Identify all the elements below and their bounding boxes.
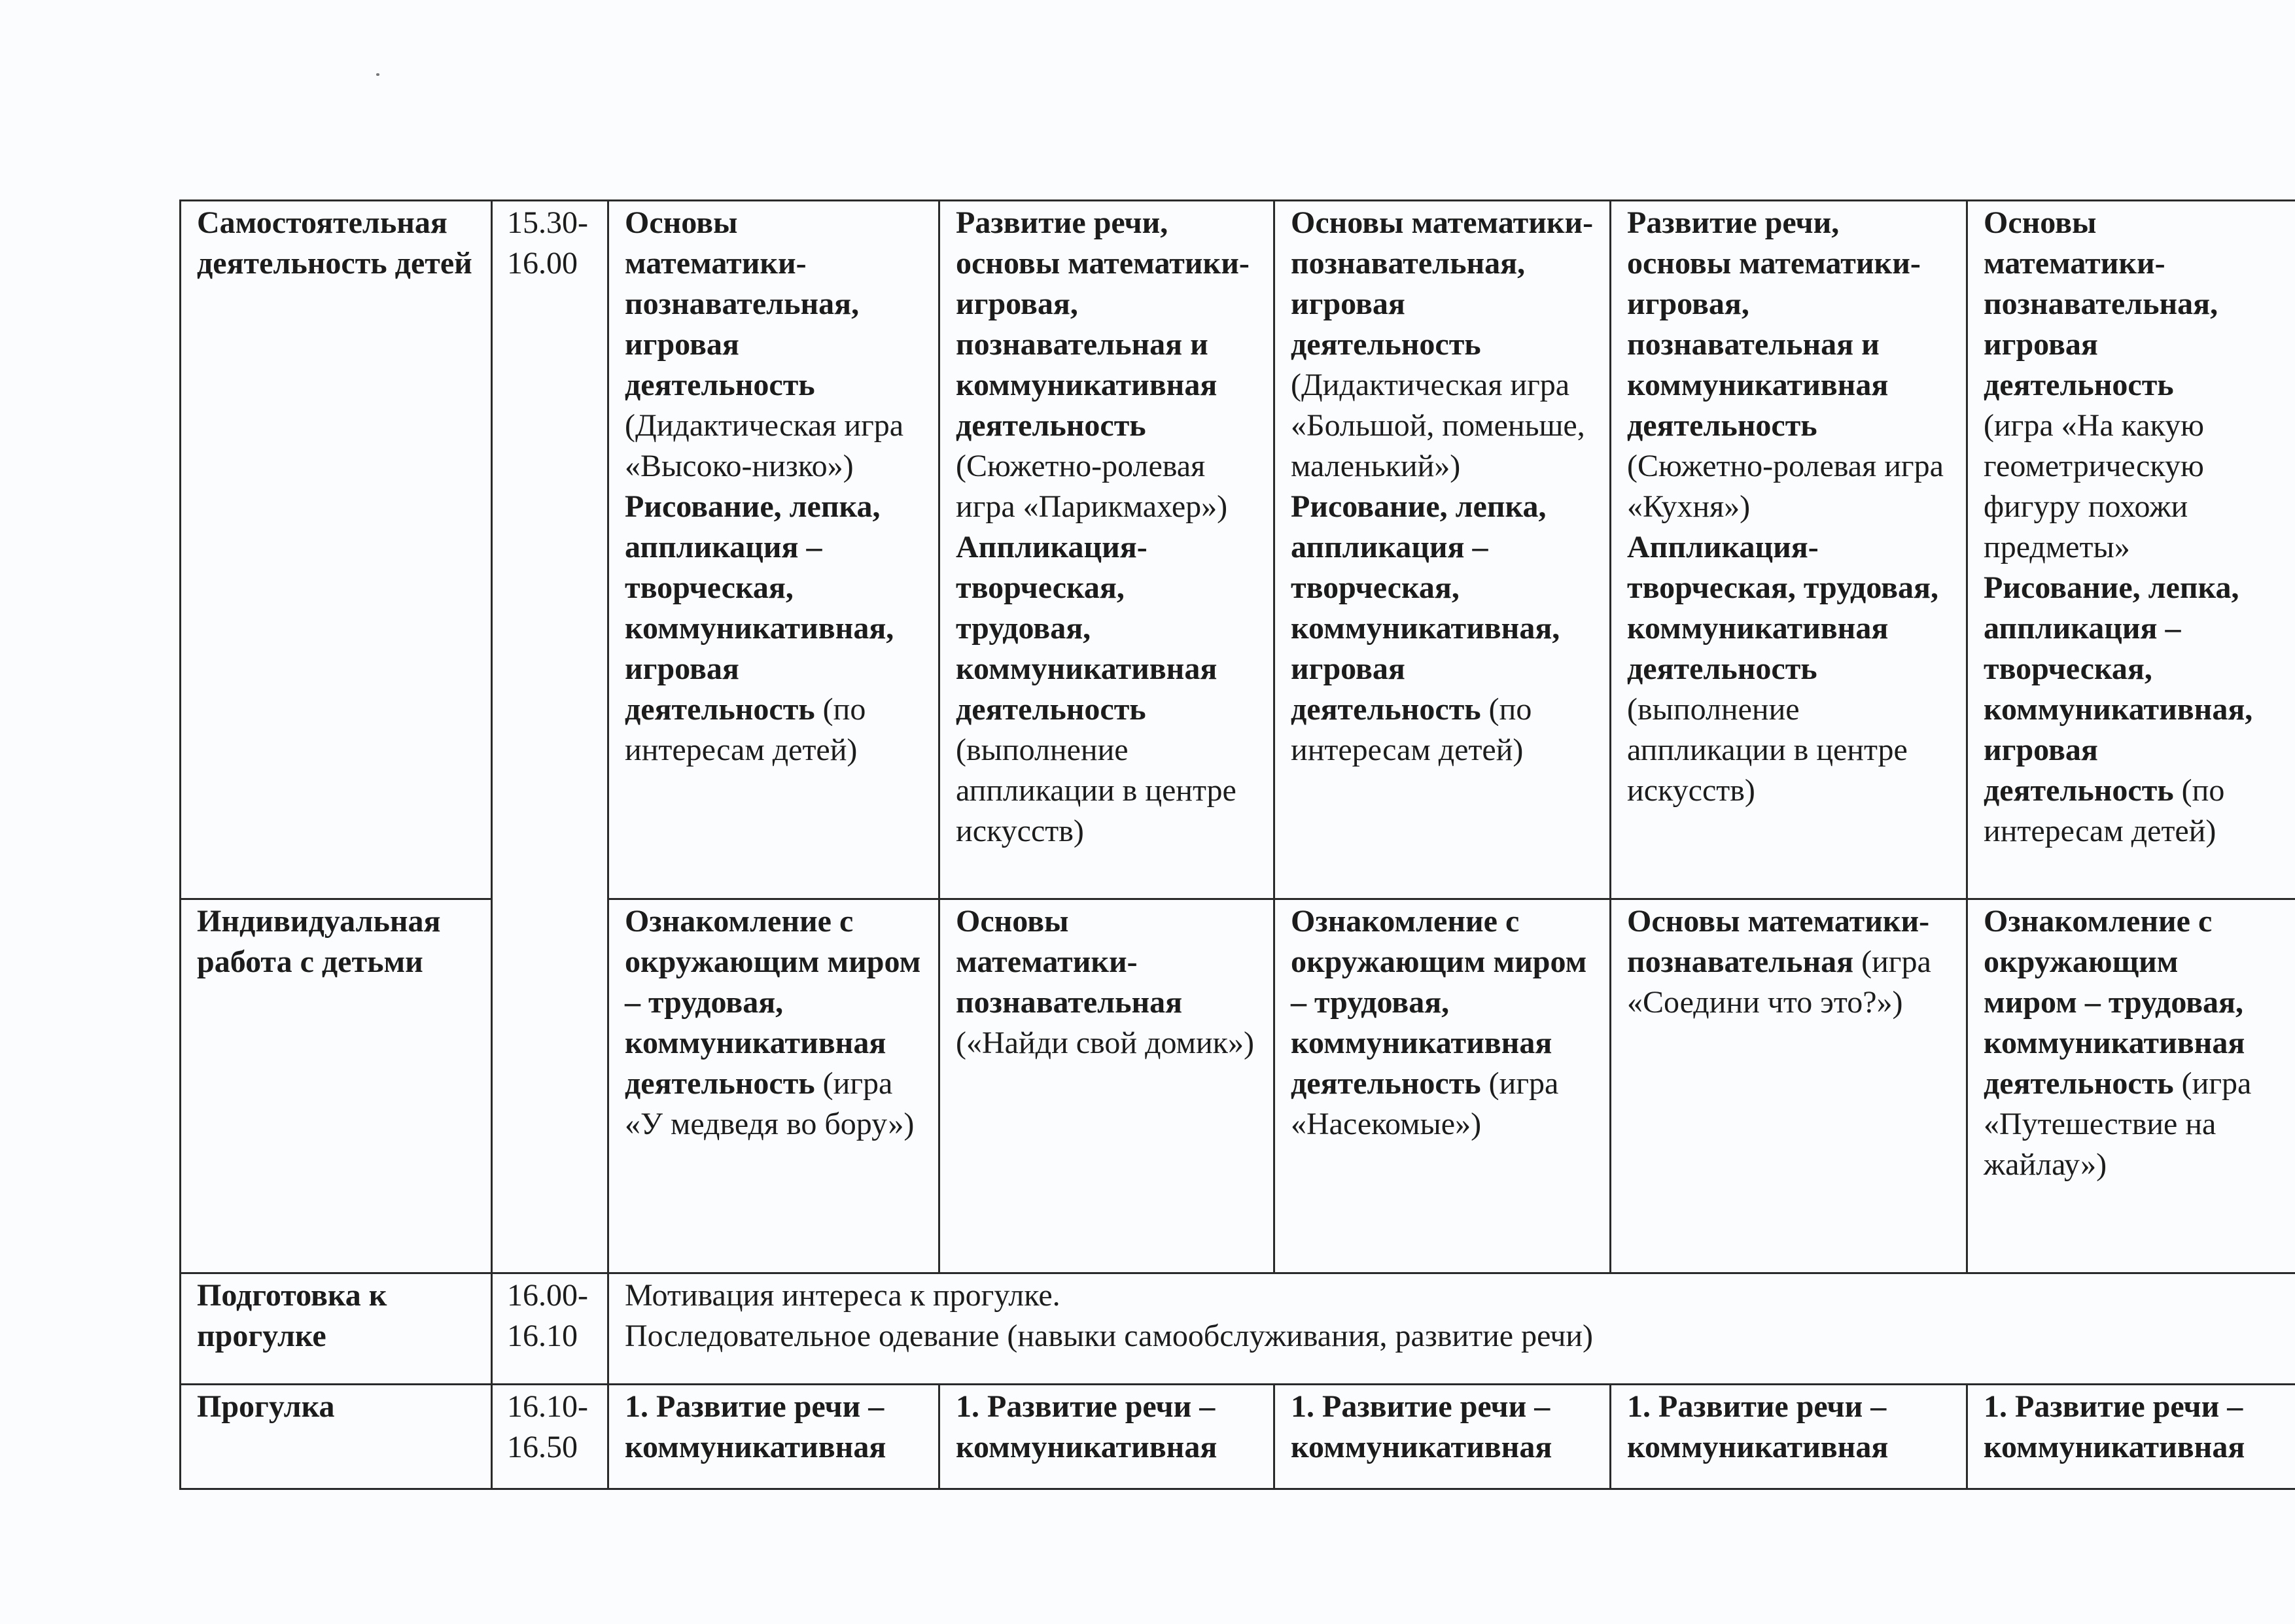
activity-title: Основы математики-познавательная (1627, 904, 1930, 979)
activity-note: («Найди свой домик») (956, 1026, 1254, 1060)
activity-note: (игра «Путешествие на жайлау») (1984, 1066, 2252, 1182)
activity-title: Ознакомление с окружающим миром – трудовая, коммуникативная деятельность (1291, 904, 1587, 1101)
activity-label: Подготовка к прогулке (181, 1273, 492, 1385)
activity-note: (Дидактическая игра «Большой, поменьше, маленький») (1291, 368, 1585, 483)
row-walk (181, 1385, 2295, 1489)
prep-line: Мотивация интереса к прогулке. (625, 1278, 1060, 1313)
activity-note: (по интересам детей) (1984, 773, 2225, 848)
activity-title: Аппликация-творческая, трудовая, коммуникативная деятельность (956, 530, 1218, 727)
activity-title: Аппликация-творческая, трудовая, коммуникативная деятельность (1627, 530, 1939, 686)
activity-note: (игра «Насекомые») (1291, 1066, 1559, 1141)
activity-title: Основы математики-познавательная, игровая деятельность (1291, 205, 1594, 362)
merged-day-cell (608, 1273, 2295, 1385)
activity-label: Индивидуальная работа с детьми (181, 899, 492, 1273)
day-cell (1967, 899, 2295, 1273)
activity-title: Основы математики-познавательная, игровая деятельность (1984, 205, 2218, 402)
day-cell (1611, 201, 1967, 899)
activity-label: Прогулка (181, 1385, 492, 1489)
activity-note: (Сюжетно-ролевая игра «Кухня») (1627, 449, 1944, 524)
activity-title: Развитие речи, основы математики-игровая, познавательная и коммуникативная деятельность (956, 205, 1250, 443)
day-cell: 1. Развитие речи – коммуникативная (1274, 1385, 1611, 1489)
activity-note: (игра «Соедини что это?») (1627, 944, 1931, 1020)
day-cell: 1. Развитие речи – коммуникативная (939, 1385, 1274, 1489)
activity-note: (игра «У медведя во бору») (625, 1066, 915, 1141)
activity-note: (игра «На какую геометрическую фигуру похожи предметы» (1984, 408, 2205, 564)
time-cell: 15.30- 16.00 (492, 201, 608, 1273)
scan-speck (376, 73, 379, 76)
activity-title: Рисование, лепка, аппликация – творческая, коммуникативная, игровая деятельность (1291, 489, 1560, 727)
day-cell (1967, 201, 2295, 899)
row-independent-activity (181, 201, 2295, 899)
activity-note: (по интересам детей) (1291, 692, 1532, 767)
row-walk-preparation (181, 1273, 2295, 1385)
day-cell (1611, 899, 1967, 1273)
activity-title: Основы математики-познавательная, игровая деятельность (625, 205, 860, 402)
activity-title: Ознакомление с окружающим миром – трудовая, коммуникативная деятельность (625, 904, 921, 1101)
day-cell (1274, 899, 1611, 1273)
day-cell (939, 201, 1274, 899)
activity-note: (выполнение аппликации в центре искусств) (956, 733, 1236, 848)
activity-title: Развитие речи, основы математики-игровая, познавательная и коммуникативная деятельность (1627, 205, 1921, 443)
activity-title: Ознакомление с окружающим миром – трудовая, коммуникативная деятельность (1984, 904, 2245, 1101)
prep-line: Последовательное одевание (навыки самообслуживания, развитие речи) (625, 1319, 1594, 1353)
activity-title: Рисование, лепка, аппликация – творческая, коммуникативная, игровая деятельность (625, 489, 894, 727)
activity-note: (Дидактическая игра «Высоко-низко») (625, 408, 904, 483)
activity-title: Основы математики-познавательная (956, 904, 1183, 1020)
day-cell (1274, 201, 1611, 899)
activity-title: Рисование, лепка, аппликация – творческая, коммуникативная, игровая деятельность (1984, 570, 2253, 808)
day-cell: 1. Развитие речи – коммуникативная (1611, 1385, 1967, 1489)
activity-note: (выполнение аппликации в центре искусств) (1627, 692, 1908, 808)
time-cell: 16.10- 16.50 (492, 1385, 608, 1489)
activity-note: (Сюжетно-ролевая игра «Парикмахер») (956, 449, 1228, 524)
activity-label: Самостоятельная деятельность детей (181, 201, 492, 899)
day-cell (939, 899, 1274, 1273)
day-cell: 1. Развитие речи – коммуникативная (608, 1385, 939, 1489)
schedule-table (179, 199, 2295, 1490)
day-cell (608, 201, 939, 899)
day-cell: 1. Развитие речи – коммуникативная (1967, 1385, 2295, 1489)
activity-note: (по интересам детей) (625, 692, 866, 767)
time-cell: 16.00- 16.10 (492, 1273, 608, 1385)
day-cell (608, 899, 939, 1273)
